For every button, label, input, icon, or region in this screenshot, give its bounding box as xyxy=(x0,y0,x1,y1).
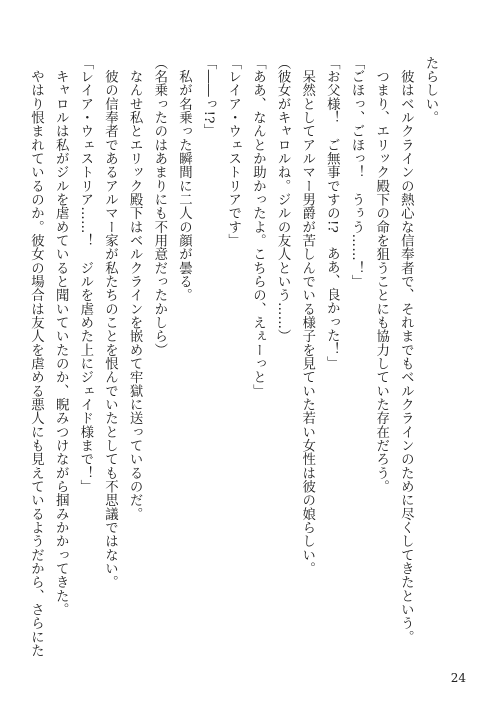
vertical-text-body xyxy=(28,56,442,658)
text-line: 私が名乗った瞬間に二人の顔が曇る。 xyxy=(176,56,192,303)
text-line: 彼はベルクラインの熱心な信奉者で、それまでもベルクラインのために尽くしてきたという。 xyxy=(398,56,414,644)
text-line: キャロルは私がジルを虐めていると聞いていたのか、睨みつけながら掴みかかってきた。 xyxy=(53,56,69,617)
text-line: 「ああ、なんとか助かったよ。こちらの、えぇーっと」 xyxy=(250,56,266,398)
text-line: つまり、エリック殿下の命を狙うことにも協力していた存在だろう。 xyxy=(373,56,389,494)
text-line: 呆然としてアルマー男爵が苦しんでいる様子を見ていた若い女性は彼の娘らしい。 xyxy=(299,56,315,576)
text-line: （彼女がキャロルね。ジルの友人という……） xyxy=(275,56,291,344)
text-line: 「お父様！ ご無事ですの!? ああ、良かった！」 xyxy=(324,56,340,370)
page-number: 24 xyxy=(450,671,466,685)
text-line: なんせ私とエリック殿下はベルクラインを嵌めて牢獄に送っているのだ。 xyxy=(127,56,143,521)
text-line: （名乗ったのはあまりにも不用意だったかしら） xyxy=(151,56,167,357)
text-line: 「――っ!?」 xyxy=(201,56,217,138)
text-line: 「レイア・ウェストリア……！ ジルを虐めた上にジェイド様まで！」 xyxy=(77,56,93,494)
text-line: たらしい。 xyxy=(423,56,438,125)
text-line: 「ごほっ、ごほっ！ うぅう……！」 xyxy=(349,56,365,289)
text-line: やはり恨まれているのか。彼女の場合は友人を虐める悪人にも見えているようだから、さらにた xyxy=(28,56,44,658)
text-line: 「レイア・ウェストリアです」 xyxy=(225,56,241,248)
text-line: 彼の信奉者であるアルマー家が私たちのことを恨んでいたとしても不思議ではない。 xyxy=(102,56,118,590)
